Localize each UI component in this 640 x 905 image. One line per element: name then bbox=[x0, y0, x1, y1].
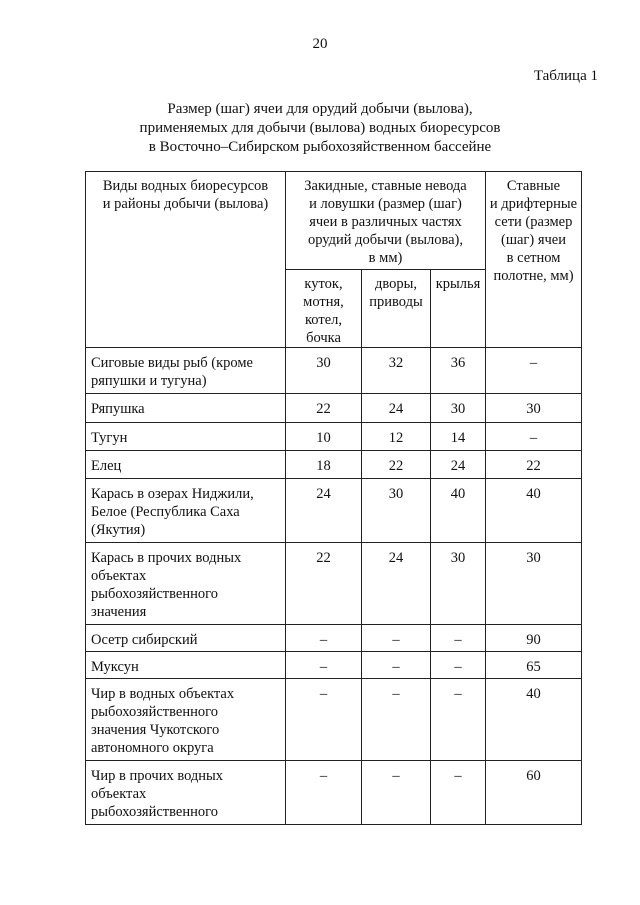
species-cell: Ряпушка bbox=[86, 394, 286, 423]
cod-value: 22 bbox=[286, 543, 362, 625]
table-row bbox=[86, 479, 582, 543]
nets-value: 60 bbox=[486, 761, 582, 825]
wings-value: 40 bbox=[431, 479, 486, 543]
sub-header-cod: куток, мотня, котел, бочка bbox=[286, 270, 362, 348]
table-row bbox=[86, 679, 582, 761]
nets-header: Ставные и дрифтерные сети (размер (шаг) ячеи в сетном полотне, мм) bbox=[486, 172, 582, 348]
yards-value: – bbox=[362, 679, 431, 761]
table-label: Таблица 1 bbox=[533, 68, 598, 84]
sub-header-wings: крылья bbox=[431, 270, 486, 348]
cod-value: – bbox=[286, 679, 362, 761]
wings-value: 14 bbox=[431, 423, 486, 451]
cod-value: – bbox=[286, 625, 362, 652]
species-cell: Карась в прочих водных объектах рыбохозяйственного значения bbox=[86, 543, 286, 625]
table-row bbox=[86, 348, 582, 394]
species-cell: Чир в водных объектах рыбохозяйственного значения Чукотского автономного округа bbox=[86, 679, 286, 761]
table-row bbox=[86, 625, 582, 652]
yards-value: 24 bbox=[362, 394, 431, 423]
yards-value: 32 bbox=[362, 348, 431, 394]
species-cell: Карась в озерах Ниджили, Белое (Республика Саха (Якутия) bbox=[86, 479, 286, 543]
table-row bbox=[86, 394, 582, 423]
table-row bbox=[86, 761, 582, 825]
header-row bbox=[86, 172, 582, 270]
species-cell: Елец bbox=[86, 451, 286, 479]
wings-value: – bbox=[431, 679, 486, 761]
nets-value: 30 bbox=[486, 394, 582, 423]
nets-value: 40 bbox=[486, 679, 582, 761]
cod-value: 30 bbox=[286, 348, 362, 394]
species-header: Виды водных биоресурсов и районы добычи (вылова) bbox=[86, 172, 286, 348]
cod-value: – bbox=[286, 652, 362, 679]
nets-value: – bbox=[486, 423, 582, 451]
nets-value: 40 bbox=[486, 479, 582, 543]
cod-value: 18 bbox=[286, 451, 362, 479]
title-line: Размер (шаг) ячеи для орудий добычи (вылова), bbox=[167, 101, 473, 117]
species-cell: Сиговые виды рыб (кроме ряпушки и тугуна) bbox=[86, 348, 286, 394]
table-row bbox=[86, 451, 582, 479]
table-title bbox=[100, 100, 540, 157]
yards-value: 30 bbox=[362, 479, 431, 543]
yards-value: – bbox=[362, 652, 431, 679]
nets-value: 22 bbox=[486, 451, 582, 479]
page-number: 20 bbox=[312, 36, 328, 52]
nets-value: 30 bbox=[486, 543, 582, 625]
wings-value: – bbox=[431, 625, 486, 652]
nets-value: 65 bbox=[486, 652, 582, 679]
title-line: в Восточно–Сибирском рыбохозяйственном бассейне bbox=[148, 139, 492, 155]
cod-value: – bbox=[286, 761, 362, 825]
wings-value: – bbox=[431, 761, 486, 825]
wings-value: 24 bbox=[431, 451, 486, 479]
wings-value: 30 bbox=[431, 394, 486, 423]
wings-value: 30 bbox=[431, 543, 486, 625]
nets-value: 90 bbox=[486, 625, 582, 652]
mesh-size-table bbox=[85, 171, 582, 825]
yards-value: 22 bbox=[362, 451, 431, 479]
sub-header-yards: дворы, приводы bbox=[362, 270, 431, 348]
wings-value: – bbox=[431, 652, 486, 679]
cod-value: 24 bbox=[286, 479, 362, 543]
table-row bbox=[86, 652, 582, 679]
title-line: применяемых для добычи (вылова) водных биоресурсов bbox=[139, 120, 501, 136]
yards-value: – bbox=[362, 761, 431, 825]
yards-value: 24 bbox=[362, 543, 431, 625]
seines-header: Закидные, ставные невода и ловушки (размер (шаг) ячеи в различных частях орудий добычи (вылова), в мм) bbox=[286, 172, 486, 270]
yards-value: – bbox=[362, 625, 431, 652]
species-cell: Чир в прочих водных объектах рыбохозяйственного bbox=[86, 761, 286, 825]
yards-value: 12 bbox=[362, 423, 431, 451]
species-cell: Муксун bbox=[86, 652, 286, 679]
wings-value: 36 bbox=[431, 348, 486, 394]
cod-value: 22 bbox=[286, 394, 362, 423]
nets-value: – bbox=[486, 348, 582, 394]
table-row bbox=[86, 543, 582, 625]
cod-value: 10 bbox=[286, 423, 362, 451]
species-cell: Осетр сибирский bbox=[86, 625, 286, 652]
species-cell: Тугун bbox=[86, 423, 286, 451]
table-row bbox=[86, 423, 582, 451]
